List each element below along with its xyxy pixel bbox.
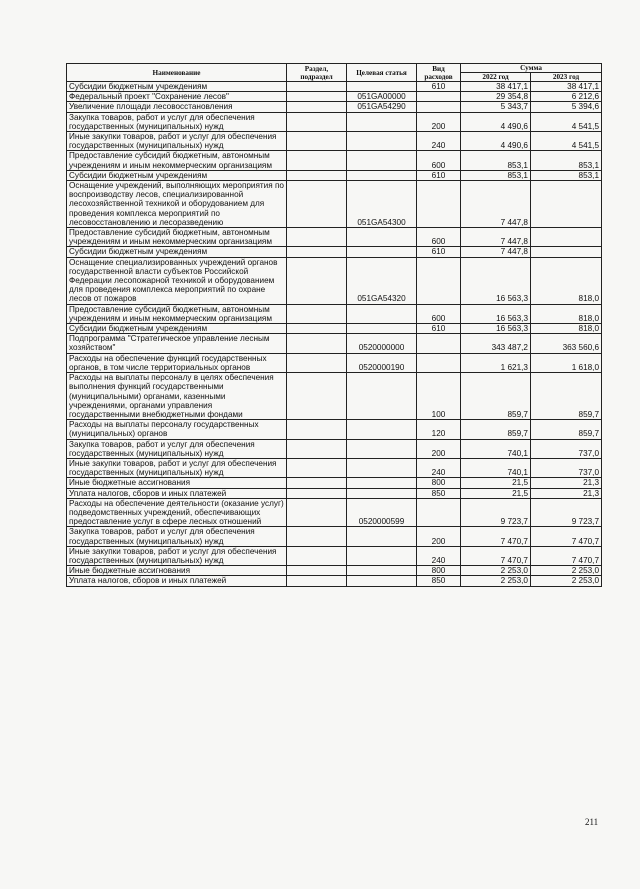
cell-2022: 21,5 [461,488,531,498]
table-row [67,324,602,334]
cell-target [347,324,417,334]
cell-section [287,334,347,353]
header-sum: Сумма [461,64,602,73]
cell-2023 [531,247,602,257]
cell-section [287,181,347,228]
cell-section [287,304,347,323]
cell-section [287,92,347,102]
cell-name: Иные закупки товаров, работ и услуг для обеспечения государственных (муниципальных) нужд [67,546,287,565]
cell-target [347,478,417,488]
cell-2022: 740,1 [461,439,531,458]
cell-type [417,102,461,112]
table-row [67,458,602,477]
page-number: 211 [585,817,599,827]
cell-2023: 21,3 [531,488,602,498]
cell-2023: 5 394,6 [531,102,602,112]
table-row [67,170,602,180]
header-year-2022: 2022 год [461,73,531,82]
cell-2023: 737,0 [531,458,602,477]
cell-target [347,420,417,439]
cell-type: 600 [417,151,461,170]
cell-name: Предоставление субсидий бюджетным, автономным учреждениям и иным некоммерческим организациям [67,228,287,247]
cell-type: 610 [417,170,461,180]
cell-2023: 21,3 [531,478,602,488]
cell-type [417,334,461,353]
cell-target [347,170,417,180]
cell-target: 0520000190 [347,353,417,372]
cell-name: Уплата налогов, сборов и иных платежей [67,576,287,586]
cell-section [287,353,347,372]
table-row [67,82,602,92]
cell-2023: 9 723,7 [531,498,602,527]
cell-type: 200 [417,439,461,458]
cell-section [287,458,347,477]
cell-name: Иные закупки товаров, работ и услуг для обеспечения государственных (муниципальных) нужд [67,132,287,151]
cell-2023 [531,228,602,247]
table-row [67,420,602,439]
cell-section [287,478,347,488]
table-header-row [67,64,602,73]
table-row [67,373,602,420]
cell-name: Субсидии бюджетным учреждениям [67,170,287,180]
cell-name: Оснащение учреждений, выполняющих мероприятия по воспроизводству лесов, специализированной лесохозяйственной техникой и оборудованием для проведения комплекса мероприятий по лесовосстановлению и лесоразведению [67,181,287,228]
table-row [67,353,602,372]
cell-target: 0520000000 [347,334,417,353]
cell-2022: 16 563,3 [461,257,531,304]
cell-name: Подпрограмма "Стратегическое управление лесным хозяйством" [67,334,287,353]
cell-target [347,112,417,131]
cell-target [347,566,417,576]
cell-type: 120 [417,420,461,439]
cell-2022: 7 447,8 [461,228,531,247]
cell-name: Федеральный проект "Сохранение лесов" [67,92,287,102]
cell-target [347,458,417,477]
cell-type: 100 [417,373,461,420]
cell-2022: 7 470,7 [461,527,531,546]
cell-2023: 2 253,0 [531,576,602,586]
cell-type: 200 [417,527,461,546]
cell-name: Закупка товаров, работ и услуг для обеспечения государственных (муниципальных) нужд [67,112,287,131]
cell-2023: 4 541,5 [531,112,602,131]
cell-section [287,488,347,498]
cell-target [347,576,417,586]
table-row [67,112,602,131]
cell-section [287,439,347,458]
cell-type: 200 [417,112,461,131]
cell-type [417,181,461,228]
table-row [67,498,602,527]
cell-name: Иные закупки товаров, работ и услуг для обеспечения государственных (муниципальных) нужд [67,458,287,477]
header-type: Вид расходов [417,64,461,82]
table-row [67,527,602,546]
cell-2023: 38 417,1 [531,82,602,92]
cell-name: Расходы на выплаты персоналу государственных (муниципальных) органов [67,420,287,439]
cell-2022: 5 343,7 [461,102,531,112]
cell-section [287,373,347,420]
cell-2022: 740,1 [461,458,531,477]
cell-type: 850 [417,576,461,586]
cell-name: Субсидии бюджетным учреждениям [67,82,287,92]
cell-name: Расходы на выплаты персоналу в целях обеспечения выполнения функций государственными (муниципальными) органами, казенными учреждениями, органами управления государственными внебюджетными фондами [67,373,287,420]
cell-2023: 859,7 [531,373,602,420]
cell-section [287,132,347,151]
table-row [67,478,602,488]
cell-2023: 853,1 [531,151,602,170]
cell-target [347,488,417,498]
cell-2023: 818,0 [531,257,602,304]
cell-type: 800 [417,566,461,576]
cell-type [417,257,461,304]
cell-2023 [531,181,602,228]
cell-type: 610 [417,82,461,92]
cell-name: Субсидии бюджетным учреждениям [67,324,287,334]
table-row [67,576,602,586]
cell-2022: 7 447,8 [461,247,531,257]
cell-type [417,353,461,372]
cell-name: Иные бюджетные ассигнования [67,566,287,576]
cell-2023: 7 470,7 [531,527,602,546]
cell-2023: 737,0 [531,439,602,458]
cell-type: 600 [417,304,461,323]
cell-2022: 4 490,6 [461,112,531,131]
table-row [67,228,602,247]
cell-target [347,373,417,420]
table-row [67,488,602,498]
cell-2022: 2 253,0 [461,576,531,586]
cell-name: Иные бюджетные ассигнования [67,478,287,488]
cell-type [417,92,461,102]
cell-2022: 2 253,0 [461,566,531,576]
cell-2022: 21,5 [461,478,531,488]
cell-name: Субсидии бюджетным учреждениям [67,247,287,257]
cell-section [287,170,347,180]
cell-type: 240 [417,132,461,151]
cell-2022: 859,7 [461,420,531,439]
cell-section [287,566,347,576]
cell-target [347,439,417,458]
cell-section [287,151,347,170]
table-row [67,151,602,170]
cell-target [347,247,417,257]
cell-2022: 859,7 [461,373,531,420]
cell-section [287,102,347,112]
table-row [67,546,602,565]
cell-target: 051GA00000 [347,92,417,102]
table-row [67,334,602,353]
cell-2022: 38 417,1 [461,82,531,92]
cell-type: 850 [417,488,461,498]
cell-name: Закупка товаров, работ и услуг для обеспечения государственных (муниципальных) нужд [67,439,287,458]
cell-target: 0520000599 [347,498,417,527]
cell-section [287,257,347,304]
cell-section [287,527,347,546]
cell-2022: 7 447,8 [461,181,531,228]
cell-section [287,228,347,247]
cell-2022: 16 563,3 [461,304,531,323]
cell-type: 600 [417,228,461,247]
cell-type [417,498,461,527]
cell-target: 051GA54300 [347,181,417,228]
cell-name: Предоставление субсидий бюджетным, автономным учреждениям и иным некоммерческим организациям [67,151,287,170]
cell-2022: 4 490,6 [461,132,531,151]
cell-target [347,304,417,323]
cell-section [287,82,347,92]
cell-type: 610 [417,247,461,257]
cell-target [347,82,417,92]
table-row [67,181,602,228]
cell-2022: 7 470,7 [461,546,531,565]
cell-2022: 1 621,3 [461,353,531,372]
table-row [67,132,602,151]
cell-2022: 9 723,7 [461,498,531,527]
cell-2023: 1 618,0 [531,353,602,372]
table-row [67,92,602,102]
header-year-2023: 2023 год [531,73,602,82]
cell-name: Увеличение площади лесовосстановления [67,102,287,112]
cell-type: 240 [417,546,461,565]
cell-2022: 29 354,8 [461,92,531,102]
header-section: Раздел, подраздел [287,64,347,82]
cell-section [287,498,347,527]
cell-section [287,324,347,334]
cell-2023: 363 560,6 [531,334,602,353]
cell-target [347,228,417,247]
cell-2023: 859,7 [531,420,602,439]
table-row [67,247,602,257]
table-row [67,102,602,112]
cell-target [347,527,417,546]
cell-2023: 818,0 [531,304,602,323]
cell-type: 610 [417,324,461,334]
cell-target [347,132,417,151]
table-row [67,566,602,576]
cell-2023: 7 470,7 [531,546,602,565]
cell-section [287,247,347,257]
table-row [67,304,602,323]
cell-target [347,151,417,170]
cell-name: Предоставление субсидий бюджетным, автономным учреждениям и иным некоммерческим организациям [67,304,287,323]
header-name: Наименование [67,64,287,82]
header-target: Целевая статья [347,64,417,82]
table-body [67,82,602,587]
cell-section [287,576,347,586]
cell-section [287,112,347,131]
cell-2023: 853,1 [531,170,602,180]
cell-name: Расходы на обеспечение функций государственных органов, в том числе территориальных органов [67,353,287,372]
cell-target: 051GA54290 [347,102,417,112]
cell-2022: 853,1 [461,170,531,180]
cell-2023: 6 212,6 [531,92,602,102]
cell-name: Оснащение специализированных учреждений органов государственной власти субъектов Российской Федерации лесопожарной техникой и оборудованием для проведения комплекса мероприятий по охране лесов от пожаров [67,257,287,304]
cell-section [287,546,347,565]
cell-2023: 2 253,0 [531,566,602,576]
cell-type: 800 [417,478,461,488]
cell-name: Закупка товаров, работ и услуг для обеспечения государственных (муниципальных) нужд [67,527,287,546]
cell-2023: 818,0 [531,324,602,334]
cell-name: Уплата налогов, сборов и иных платежей [67,488,287,498]
cell-2022: 16 563,3 [461,324,531,334]
cell-name: Расходы на обеспечение деятельности (оказание услуг) подведомственных учреждений, обеспечивающих предоставление услуг в сфере лесных отношений [67,498,287,527]
table-row [67,257,602,304]
cell-2022: 343 487,2 [461,334,531,353]
table-row [67,439,602,458]
cell-2022: 853,1 [461,151,531,170]
budget-table [66,63,602,587]
cell-target [347,546,417,565]
cell-target: 051GA54320 [347,257,417,304]
cell-type: 240 [417,458,461,477]
cell-section [287,420,347,439]
cell-2023: 4 541,5 [531,132,602,151]
